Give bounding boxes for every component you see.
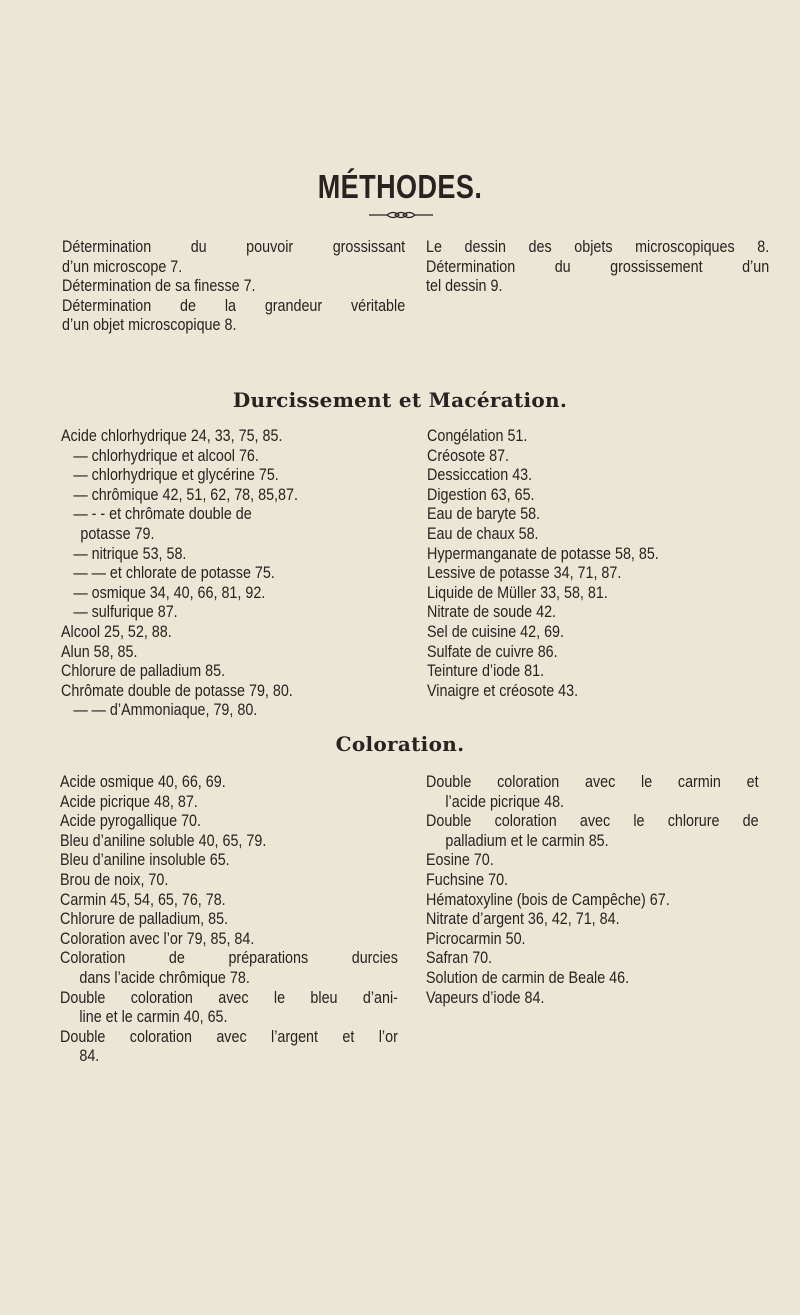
- index-word: objets: [574, 238, 613, 256]
- index-entry: — — et chlorate de potasse 75.: [73, 564, 275, 583]
- index-word: et: [746, 773, 759, 791]
- index-word: avec: [218, 988, 249, 1007]
- index-entry: dans l’acide chrômique 78.: [79, 968, 250, 987]
- durcissement-left-column: [61, 427, 404, 721]
- index-entry: Sulfate de cuivre 86.: [427, 642, 558, 661]
- index-word: d’ani-: [362, 988, 398, 1007]
- index-word: microscopiques: [635, 238, 735, 256]
- ornament-divider-icon: [367, 209, 435, 221]
- index-word: Double: [426, 773, 472, 791]
- index-entry: 84.: [79, 1047, 100, 1066]
- index-word: chlorure: [667, 812, 720, 831]
- index-entry: Détermination de sa finesse 7.: [62, 277, 256, 296]
- index-entry: — sulfurique 87.: [73, 603, 178, 622]
- index-entry: Hématoxyline (bois de Campêche) 67.: [426, 890, 670, 909]
- section-heading-durcissement: Durcissement et Macération.: [232, 388, 568, 412]
- index-word: coloration: [497, 773, 560, 791]
- page-title: MÉTHODES.: [317, 168, 483, 205]
- index-entry: Sel de cuisine 42, 69.: [427, 622, 565, 641]
- index-entry: [60, 949, 398, 969]
- index-word: de: [168, 949, 185, 968]
- index-entry: [426, 238, 769, 258]
- index-word: et: [342, 1027, 355, 1046]
- index-entry: Acide pyrogallique 70.: [60, 812, 201, 831]
- index-entry: tel dessin 9.: [426, 277, 503, 296]
- index-entry: Chrômate double de potasse 79, 80.: [61, 681, 293, 700]
- index-entry: Congélation 51.: [427, 427, 528, 445]
- index-entry: — — d’Ammoniaque, 79, 80.: [73, 701, 258, 720]
- index-entry: — nitrique 53, 58.: [73, 544, 187, 563]
- index-word: durcies: [351, 949, 398, 968]
- index-word: le: [641, 773, 653, 791]
- index-entry: [426, 773, 759, 793]
- index-entry: Liquide de Müller 33, 58, 81.: [427, 583, 608, 602]
- index-word: véritable: [351, 296, 406, 315]
- index-entry: Brou de noix, 70.: [60, 870, 169, 889]
- index-word: carmin: [677, 773, 721, 791]
- index-word: l’or: [378, 1027, 398, 1046]
- index-word: avec: [579, 812, 611, 831]
- index-entry: — chrômique 42, 51, 62, 78, 85,87.: [73, 485, 298, 504]
- index-word: du: [190, 238, 207, 256]
- index-entry: Coloration avec l’or 79, 85, 84.: [60, 929, 255, 948]
- index-entry: l’acide picrique 48.: [445, 792, 565, 811]
- index-word: du: [554, 257, 571, 276]
- index-entry: Dessiccation 43.: [427, 466, 533, 485]
- intro-left-column: [62, 238, 405, 336]
- index-entry: Eau de chaux 58.: [427, 524, 539, 543]
- index-word: coloration: [494, 812, 557, 831]
- index-entry: Acide chlorhydrique 24, 33, 75, 85.: [61, 427, 283, 445]
- index-word: de: [742, 812, 759, 831]
- index-word: grossissement: [610, 257, 703, 276]
- index-word: l’argent: [271, 1027, 319, 1046]
- index-entry: Lessive de potasse 34, 71, 87.: [427, 564, 622, 583]
- index-entry: Fuchsine 70.: [426, 870, 509, 889]
- section-heading-coloration: Coloration.: [335, 732, 465, 756]
- index-entry: Chlorure de palladium 85.: [61, 662, 226, 681]
- index-entry: [426, 258, 769, 278]
- index-entry: Safran 70.: [426, 949, 493, 968]
- index-entry: Carmin 45, 54, 65, 76, 78.: [60, 890, 226, 909]
- index-word: d’un: [742, 257, 770, 276]
- index-word: avec: [216, 1027, 247, 1046]
- index-entry: Hypermanganate de potasse 58, 85.: [427, 544, 659, 563]
- index-entry: Solution de carmin de Beale 46.: [426, 968, 630, 987]
- index-entry: Acide picrique 48, 87.: [60, 792, 198, 811]
- index-word: la: [224, 296, 236, 315]
- index-word: 8.: [757, 238, 770, 256]
- index-entry: Picrocarmin 50.: [426, 929, 526, 948]
- index-entry: Eosine 70.: [426, 851, 494, 870]
- index-entry: [426, 812, 759, 832]
- index-entry: [62, 238, 405, 258]
- index-entry: — chlorhydrique et glycérine 75.: [73, 466, 279, 485]
- index-word: le: [273, 988, 286, 1007]
- index-word: de: [180, 296, 196, 315]
- index-word: le: [633, 812, 645, 831]
- index-word: Détermination: [62, 238, 152, 256]
- index-word: grandeur: [264, 296, 323, 315]
- index-entry: Alun 58, 85.: [61, 642, 138, 661]
- index-word: pouvoir: [246, 238, 294, 256]
- index-entry: [62, 297, 405, 317]
- index-word: Double: [426, 812, 472, 831]
- index-word: Coloration: [60, 949, 126, 968]
- index-entry: Bleu d’aniline soluble 40, 65, 79.: [60, 831, 267, 850]
- index-word: Le: [426, 238, 442, 256]
- index-word: Double: [60, 988, 106, 1007]
- index-entry: Alcool 25, 52, 88.: [61, 622, 172, 641]
- index-word: avec: [585, 773, 616, 791]
- index-entry: Vinaigre et créosote 43.: [427, 681, 579, 700]
- index-entry: [60, 1028, 398, 1048]
- index-word: dessin: [464, 238, 506, 256]
- index-word: coloration: [129, 1027, 192, 1046]
- index-entry: d’un microscope 7.: [62, 257, 183, 276]
- index-entry: Créosote 87.: [427, 446, 510, 465]
- index-entry: potasse 79.: [80, 524, 155, 543]
- index-entry: Vapeurs d’iode 84.: [426, 988, 545, 1007]
- index-word: Détermination: [426, 257, 516, 276]
- coloration-left-column: [60, 773, 398, 1067]
- index-entry: [60, 989, 398, 1009]
- index-word: bleu: [310, 988, 338, 1007]
- index-entry: — - - et chrômate double de: [73, 505, 252, 524]
- index-entry: palladium et le carmin 85.: [445, 831, 609, 850]
- index-word: préparations: [228, 949, 309, 968]
- index-entry: — chlorhydrique et alcool 76.: [73, 446, 259, 465]
- index-entry: line et le carmin 40, 65.: [79, 1008, 228, 1027]
- durcissement-right-column: [427, 427, 761, 701]
- index-entry: Eau de baryte 58.: [427, 505, 541, 524]
- index-entry: Acide osmique 40, 66, 69.: [60, 773, 226, 791]
- index-entry: d’un objet microscopique 8.: [62, 316, 237, 335]
- index-entry: Teinture d’iode 81.: [427, 662, 545, 681]
- index-word: grossissant: [332, 238, 406, 256]
- index-entry: Bleu d’aniline insoluble 65.: [60, 851, 230, 870]
- index-entry: Chlorure de palladium, 85.: [60, 910, 229, 929]
- index-word: Détermination: [62, 296, 152, 315]
- index-word: des: [528, 238, 552, 256]
- intro-right-column: [426, 238, 769, 297]
- index-word: coloration: [130, 988, 193, 1007]
- index-word: Double: [60, 1027, 106, 1046]
- index-entry: Nitrate de soude 42.: [427, 603, 557, 622]
- index-entry: Nitrate d’argent 36, 42, 71, 84.: [426, 910, 620, 929]
- index-entry: — osmique 34, 40, 66, 81, 92.: [73, 583, 266, 602]
- coloration-right-column: [426, 773, 759, 1008]
- index-entry: Digestion 63, 65.: [427, 485, 535, 504]
